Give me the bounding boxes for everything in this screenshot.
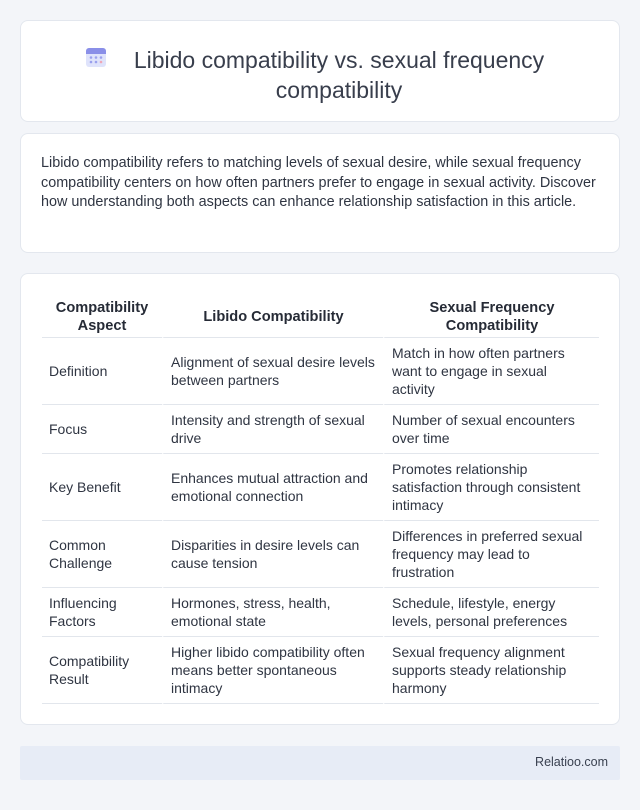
row-label: Compatibility Result bbox=[42, 637, 162, 704]
libido-cell: Disparities in desire levels can cause tension bbox=[162, 521, 383, 588]
intro-paragraph: Libido compatibility refers to matching levels of sexual desire, while sexual frequency compatibility centers on how often partners prefer to engage in sexual activity. Discover how understanding both aspects can enhance relationship satisfaction in this article. bbox=[41, 155, 596, 211]
libido-cell: Hormones, stress, health, emotional state bbox=[162, 588, 383, 637]
libido-cell: Alignment of sexual desire levels between partners bbox=[162, 338, 383, 405]
table-row bbox=[42, 338, 599, 405]
libido-cell: Enhances mutual attraction and emotional connection bbox=[162, 454, 383, 521]
frequency-cell: Match in how often partners want to engage in sexual activity bbox=[383, 338, 599, 405]
row-label: Focus bbox=[42, 405, 162, 454]
frequency-cell: Number of sexual encounters over time bbox=[383, 405, 599, 454]
comparison-table bbox=[42, 296, 599, 704]
libido-cell: Higher libido compatibility often means better spontaneous intimacy bbox=[162, 637, 383, 704]
table-row bbox=[42, 588, 599, 637]
footer-bar bbox=[20, 746, 620, 780]
libido-cell: Intensity and strength of sexual drive bbox=[162, 405, 383, 454]
table-row bbox=[42, 521, 599, 588]
comparison-card bbox=[20, 273, 620, 725]
column-header-aspect: Compatibility Aspect bbox=[42, 296, 162, 338]
column-header-libido: Libido Compatibility bbox=[162, 296, 383, 338]
table-row bbox=[42, 637, 599, 704]
page-title: Libido compatibility vs. sexual frequency compatibility bbox=[133, 47, 545, 103]
table-header-row bbox=[42, 296, 599, 338]
table-row bbox=[42, 405, 599, 454]
column-header-frequency: Sexual Frequency Compatibility bbox=[383, 296, 599, 338]
frequency-cell: Differences in preferred sexual frequency may lead to frustration bbox=[383, 521, 599, 588]
footer-brand[interactable]: Relatioo.com bbox=[535, 755, 608, 769]
row-label: Key Benefit bbox=[42, 454, 162, 521]
frequency-cell: Schedule, lifestyle, energy levels, personal preferences bbox=[383, 588, 599, 637]
row-label: Common Challenge bbox=[42, 521, 162, 588]
title-card bbox=[20, 20, 620, 122]
intro-card bbox=[20, 133, 620, 253]
frequency-cell: Promotes relationship satisfaction through consistent intimacy bbox=[383, 454, 599, 521]
row-label: Definition bbox=[42, 338, 162, 405]
frequency-cell: Sexual frequency alignment supports steady relationship harmony bbox=[383, 637, 599, 704]
row-label: Influencing Factors bbox=[42, 588, 162, 637]
table-row bbox=[42, 454, 599, 521]
